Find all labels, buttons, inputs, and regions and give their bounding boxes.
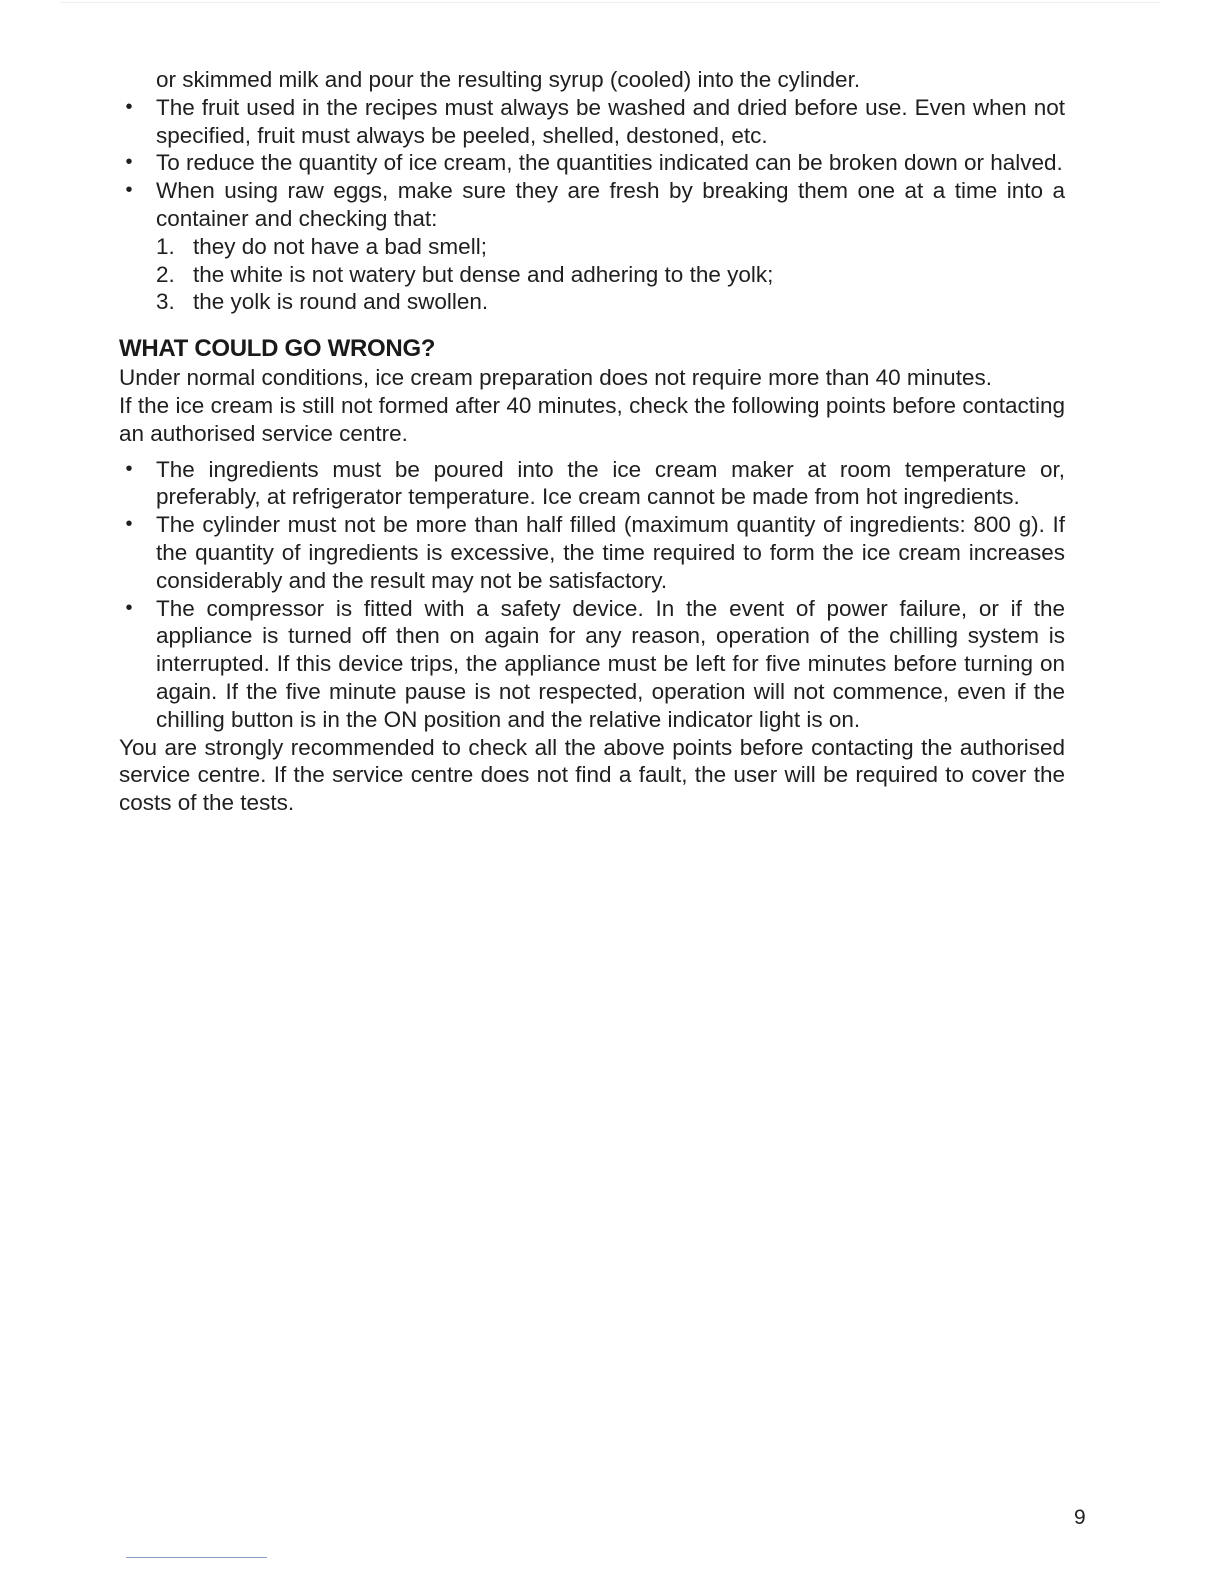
list-item	[119, 149, 1065, 177]
footer-rule	[126, 1557, 267, 1558]
step-number: 2.	[156, 261, 175, 287]
bullet-icon: •	[125, 596, 133, 619]
bullet-icon: •	[125, 513, 133, 536]
list-item-text: When using raw eggs, make sure they are fresh by breaking them one at a time into a container and checking that:	[156, 178, 1065, 231]
section-paragraph: Under normal conditions, ice cream preparation does not require more than 40 minutes.	[119, 365, 992, 391]
troubleshooting-list	[119, 456, 1065, 734]
tips-list	[119, 94, 1065, 233]
list-item-text: The fruit used in the recipes must always be washed and dried before use. Even when not specified, fruit must always be peeled, shelled, destoned, etc.	[156, 94, 1065, 148]
bullet-icon: •	[125, 457, 133, 480]
step-text: the yolk is round and swollen.	[193, 289, 489, 315]
list-item-text: To reduce the quantity of ice cream, the quantities indicated can be broken down or halved.	[156, 150, 1063, 176]
list-item	[119, 456, 1065, 512]
list-item	[119, 94, 1065, 150]
closing-paragraph: You are strongly recommended to check all the above points before contacting the authorised service centre. If the service centre does not find a fault, the user will be required to cover the costs of the tests.	[119, 734, 1065, 816]
spacer	[119, 448, 1065, 456]
bullet-icon: •	[125, 179, 133, 202]
bullet-icon: •	[125, 95, 133, 118]
section-heading: WHAT COULD GO WRONG?	[119, 335, 436, 363]
step-item	[119, 288, 1065, 316]
step-text: the white is not watery but dense and adhering to the yolk;	[193, 261, 774, 287]
step-item	[119, 233, 1065, 261]
step-number: 1.	[156, 233, 175, 259]
egg-check-steps	[119, 233, 1065, 316]
list-item	[119, 177, 1065, 233]
continuation-text: or skimmed milk and pour the resulting syrup (cooled) into the cylinder.	[156, 67, 861, 92]
step-text: they do not have a bad smell;	[193, 233, 487, 259]
top-edge-rule	[60, 2, 1160, 3]
bullet-icon: •	[125, 151, 133, 174]
section-paragraph: If the ice cream is still not formed after 40 minutes, check the following points before contacting an authorised service centre.	[119, 392, 1065, 446]
step-number: 3.	[156, 289, 175, 315]
list-item-text: The compressor is fitted with a safety device. In the event of power failure, or if the appliance is turned off then on again for any reason, operation of the chilling system is interrupted. If this device trips, the appliance must be left for five minutes before turning on again. If the five minute pause is not respected, operation will not commence, even if the chilling button is in the ON position and the relative indicator light is on.	[156, 595, 1065, 732]
list-item-text: The ingredients must be poured into the ice cream maker at room temperature or, preferably, at refrigerator temperature. Ice cream cannot be made from hot ingredients.	[156, 456, 1065, 510]
list-item	[119, 511, 1065, 594]
page-number: 9	[1074, 1506, 1086, 1529]
list-item-text: The cylinder must not be more than half filled (maximum quantity of ingredients: 800 g). If the quantity of ingredients is excessive, the time required to form the ice cream increases considerably and the result may not be satisfactory.	[156, 512, 1065, 593]
page-text	[119, 66, 1065, 817]
list-item	[119, 595, 1065, 734]
step-item	[119, 261, 1065, 289]
